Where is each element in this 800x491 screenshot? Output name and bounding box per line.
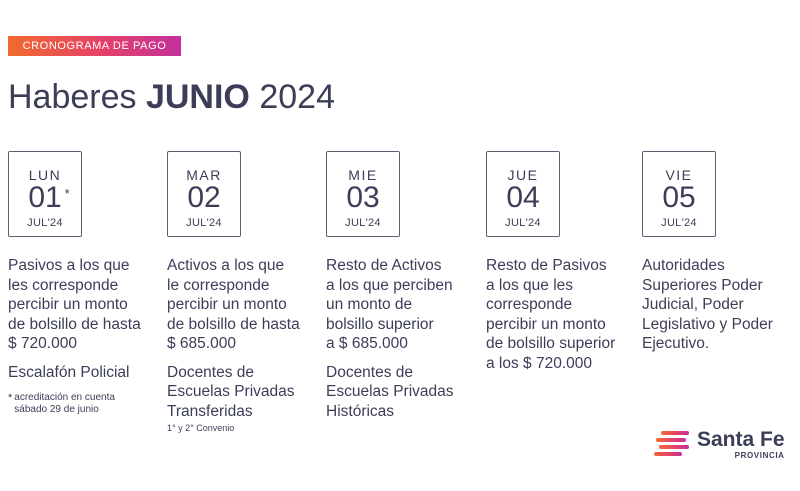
schedule-column-5: [642, 151, 792, 354]
month-year-label: JUL'24: [345, 217, 381, 229]
month-year-label: JUL'24: [27, 217, 63, 229]
payment-description: [326, 256, 476, 354]
description-line: a los que perciben: [326, 276, 453, 294]
day-number: 04: [506, 181, 540, 214]
schedule-column-4: [486, 151, 636, 373]
description-line: de bolsillo superior: [486, 335, 616, 352]
description-line: Judicial, Poder: [642, 296, 744, 313]
day-number: 05: [662, 181, 696, 214]
payment-description: [167, 256, 317, 354]
title-prefix: Haberes: [8, 78, 137, 116]
month-year-label: JUL'24: [661, 217, 697, 229]
description-line: un monto de: [326, 296, 413, 313]
sub-group-line: Escuelas Privadas: [167, 383, 295, 400]
title-month: JUNIO: [145, 78, 250, 116]
title-year: 2024: [259, 78, 335, 116]
description-line: Resto de Activos: [326, 257, 442, 274]
description-line: de bolsillo de hasta: [8, 315, 141, 333]
sub-group-line: Docentes de: [167, 363, 255, 381]
day-number: 03: [346, 181, 380, 214]
footnote-line: acreditación en cuenta: [14, 392, 115, 403]
convenio-note: 1° y 2° Convenio: [167, 423, 235, 433]
date-box: [486, 151, 560, 237]
description-line: a los que les: [486, 276, 574, 294]
description-line: Legislativo y Poder: [642, 315, 773, 333]
day-number-value: 01: [28, 181, 62, 214]
date-box: [642, 151, 716, 237]
description-line: bolsillo superior: [326, 315, 434, 333]
description-line: Superiores Poder: [642, 276, 763, 294]
weekday-label: LUN: [28, 167, 62, 183]
footnote-mark: *: [8, 392, 13, 404]
logo-subtitle: PROVINCIA: [734, 451, 785, 460]
logo-name: Santa Fe: [697, 428, 785, 451]
description-line: de bolsillo de hasta: [167, 315, 300, 333]
description-line: Pasivos a los que: [8, 257, 130, 274]
description-line: Activos a los que: [167, 257, 285, 274]
description-line: corresponde: [486, 296, 573, 313]
date-box: [167, 151, 241, 237]
sub-group-line: Docentes de: [326, 363, 414, 381]
month-year-label: JUL'24: [505, 217, 541, 229]
schedule-column-3: [326, 151, 476, 421]
description-line: $ 685.000: [167, 335, 236, 352]
sub-group-line: Escuelas Privadas: [326, 383, 454, 400]
description-line: percibir un monto: [167, 296, 287, 313]
asterisk-mark: *: [64, 186, 70, 201]
sub-group-line: Escalafón Policial: [8, 363, 130, 381]
description-line: percibir un monto: [8, 296, 128, 313]
weekday-label: MIE: [348, 167, 378, 183]
santa-fe-logo: [653, 427, 793, 463]
description-line: les corresponde: [8, 276, 119, 294]
description-line: le corresponde: [167, 276, 270, 294]
page-title: [8, 78, 335, 117]
day-number: [28, 181, 70, 214]
description-line: a los $ 720.000: [486, 354, 593, 372]
date-box: [326, 151, 400, 237]
description-line: Ejecutivo.: [642, 335, 710, 352]
weekday-label: VIE: [665, 167, 693, 183]
sub-group-line: Históricas: [326, 402, 395, 420]
month-year-label: JUL'24: [186, 217, 222, 229]
date-box: [8, 151, 82, 237]
payment-description: [8, 256, 158, 354]
sub-group-line: Transferidas: [167, 402, 253, 420]
schedule-column-1: [8, 151, 158, 416]
footnote: [8, 392, 158, 416]
description-line: percibir un monto: [486, 315, 606, 333]
sub-group: [326, 363, 476, 422]
payment-description: [486, 256, 636, 373]
description-line: a $ 685.000: [326, 335, 408, 352]
weekday-label: JUE: [507, 167, 539, 183]
sub-group: [167, 363, 317, 422]
santa-fe-stripes-icon: [653, 429, 693, 461]
footnote-line: sábado 29 de junio: [14, 404, 99, 415]
sub-group: [8, 363, 158, 383]
day-number: 02: [187, 181, 221, 214]
description-line: Autoridades: [642, 257, 725, 274]
description-line: $ 720.000: [8, 335, 77, 352]
schedule-badge: CRONOGRAMA DE PAGO: [8, 36, 181, 56]
weekday-label: MAR: [186, 167, 222, 183]
description-line: Resto de Pasivos: [486, 257, 607, 274]
schedule-column-2: [167, 151, 317, 433]
payment-description: [642, 256, 792, 354]
